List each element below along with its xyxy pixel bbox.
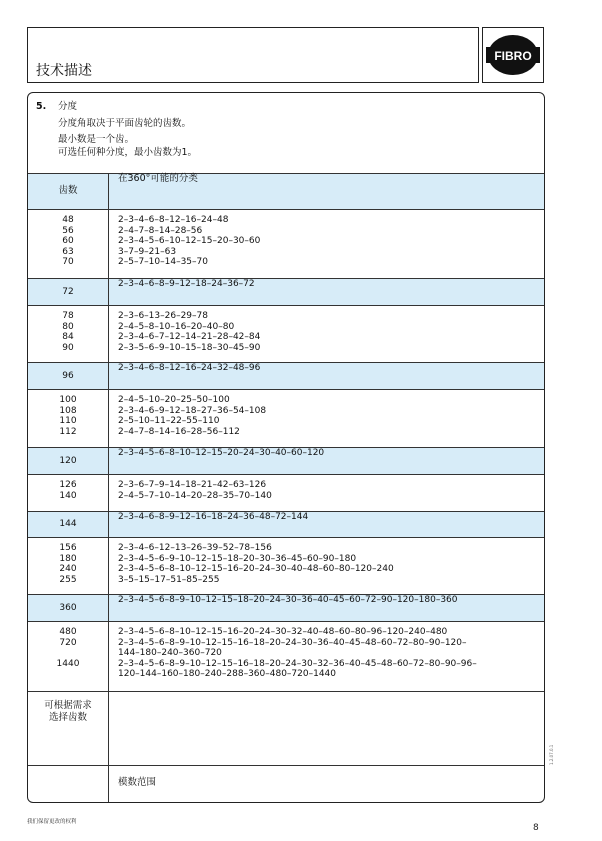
section-line: 最小数是一个齿。 bbox=[58, 134, 135, 145]
division-value: 2–3–4–5–6–8–9–10–12–15–16–18–20–24–30–36–40–45–48–60–72–80–90–120– bbox=[118, 637, 467, 648]
division-value: 2–4–5–7–10–14–20–28–35–70–140 bbox=[118, 490, 272, 501]
division-value: 2–3–4–6–12–13–26–39–52–78–156 bbox=[118, 543, 272, 553]
division-value: 2–4–5–10–20–25–50–100 bbox=[118, 395, 230, 405]
page-number: 8 bbox=[533, 823, 539, 833]
division-value: 120–144–160–180–240–288–360–480–720–1440 bbox=[118, 669, 337, 679]
teeth-value: 126 bbox=[59, 480, 77, 490]
division-value: 2–3–4–5–6–8–9–10–12–15–16–18–20–24–30–32–36–40–45–48–60–72–80–90–96– bbox=[118, 658, 477, 669]
division-value: 3–5–15–17–51–85–255 bbox=[118, 574, 220, 585]
content-box bbox=[27, 92, 545, 803]
table-row bbox=[28, 209, 544, 278]
teeth-value: 720 bbox=[59, 637, 77, 648]
division-value: 2–3–4–5–6–8–10–12–15–16–20–24–30–40–48–60–80–120–240 bbox=[118, 564, 394, 574]
teeth-value: 56 bbox=[62, 225, 74, 236]
division-value: 2–3–4–6–8–12–16–24–32–48–96 bbox=[118, 363, 261, 373]
table-row bbox=[28, 537, 544, 594]
page-title: 技术描述 bbox=[36, 63, 92, 79]
teeth-value: 78 bbox=[62, 311, 74, 321]
division-value: 2–3–5–6–9–10–15–18–30–45–90 bbox=[118, 342, 261, 353]
teeth-value: 108 bbox=[59, 405, 77, 416]
division-value: 2–5–10–11–22–55–110 bbox=[118, 416, 220, 426]
division-value: 2–3–6–7–9–14–18–21–42–63–126 bbox=[118, 480, 267, 490]
section-heading: 分度 bbox=[58, 101, 78, 112]
teeth-value: 90 bbox=[62, 342, 74, 353]
division-value: 2–3–4–6–8–9–12–16–18–24–36–48–72–144 bbox=[118, 512, 309, 522]
table-row-custom bbox=[28, 691, 544, 765]
section-text bbox=[58, 101, 518, 159]
teeth-value: 96 bbox=[62, 370, 74, 381]
teeth-value: 48 bbox=[62, 215, 74, 225]
teeth-value: 480 bbox=[59, 627, 77, 637]
teeth-value: 120 bbox=[59, 455, 77, 466]
section-line: 可选任何种分度，最小齿数为1。 bbox=[58, 146, 198, 158]
custom-label: 可根据需求 bbox=[44, 700, 92, 711]
teeth-value: 80 bbox=[62, 321, 74, 332]
division-value: 2–3–4–5–6–8–9–10–12–15–18–20–24–30–36–40–45–60–72–90–120–180–360 bbox=[118, 595, 458, 605]
teeth-value: 180 bbox=[59, 553, 77, 564]
teeth-value: 60 bbox=[62, 236, 74, 246]
table-row-highlight bbox=[28, 362, 544, 389]
teeth-value: 156 bbox=[59, 543, 77, 553]
teeth-value: 360 bbox=[59, 602, 77, 613]
teeth-value: 112 bbox=[59, 426, 77, 437]
table-row-highlight bbox=[28, 278, 544, 305]
teeth-value: 100 bbox=[59, 395, 77, 405]
header-divisions: 在360°可能的分类 bbox=[118, 173, 198, 184]
fibro-logo bbox=[482, 27, 544, 83]
division-value: 2–3–4–5–6–8–10–12–15–16–20–24–30–32–40–48–60–80–96–120–240–480 bbox=[118, 627, 448, 637]
table-header-row bbox=[28, 173, 544, 209]
division-value: 2–3–4–6–7–12–14–21–28–42–84 bbox=[118, 332, 261, 342]
table-row-highlight bbox=[28, 511, 544, 537]
module-range-label: 模数范围 bbox=[118, 777, 157, 788]
division-value: 3–7–9–21–63 bbox=[118, 246, 177, 257]
footer-note: 我们保留更改的权利 bbox=[27, 819, 77, 825]
table-row bbox=[28, 621, 544, 691]
division-value: 2–3–4–6–8–12–16–24–48 bbox=[118, 215, 229, 225]
division-value: 2–4–5–8–10–16–20–40–80 bbox=[118, 321, 235, 332]
teeth-value: 140 bbox=[59, 490, 77, 501]
teeth-value: 63 bbox=[62, 246, 74, 257]
header-box bbox=[27, 27, 479, 83]
division-value: 2–3–4–6–9–12–18–27–36–54–108 bbox=[118, 405, 267, 416]
teeth-value: 144 bbox=[59, 519, 77, 530]
division-value: 2–3–4–5–6–9–10–12–15–18–20–30–36–45–60–90–180 bbox=[118, 553, 357, 564]
division-value: 144–180–240–360–720 bbox=[118, 648, 222, 658]
section-number: 5. bbox=[36, 101, 47, 112]
teeth-value bbox=[28, 648, 108, 659]
fibro-logo-icon bbox=[485, 30, 541, 80]
custom-label: 选择齿数 bbox=[48, 712, 87, 723]
division-value: 2–3–4–5–6–10–12–15–20–30–60 bbox=[118, 236, 261, 246]
teeth-value: 70 bbox=[62, 257, 74, 267]
division-value: 2–4–7–8–14–28–56 bbox=[118, 225, 203, 236]
table-row bbox=[28, 305, 544, 362]
division-value: 2–3–4–6–8–9–12–18–24–36–72 bbox=[118, 279, 255, 289]
table-row bbox=[28, 474, 544, 511]
teeth-value: 255 bbox=[59, 574, 77, 585]
table-row-highlight bbox=[28, 447, 544, 474]
header-teeth: 齿数 bbox=[58, 185, 78, 197]
document-code: 1.2.07.0.1 bbox=[549, 744, 554, 765]
teeth-value: 110 bbox=[59, 416, 77, 426]
table-row-module bbox=[28, 765, 544, 803]
section-line: 分度角取决于平面齿轮的齿数。 bbox=[58, 117, 192, 129]
division-value: 2–4–7–8–14–16–28–56–112 bbox=[118, 426, 240, 437]
teeth-value: 240 bbox=[59, 564, 77, 574]
division-value: 2–5–7–10–14–35–70 bbox=[118, 257, 208, 267]
table-row bbox=[28, 389, 544, 447]
division-value: 2–3–4–5–6–8–10–12–15–20–24–30–40–60–120 bbox=[118, 448, 325, 458]
division-value: 2–3–6–13–26–29–78 bbox=[118, 311, 208, 321]
logo-text: FIBRO bbox=[494, 49, 532, 63]
table-row-highlight bbox=[28, 594, 544, 621]
teeth-value: 84 bbox=[62, 332, 74, 342]
teeth-value: 72 bbox=[62, 286, 74, 297]
teeth-value: 1440 bbox=[56, 658, 80, 669]
